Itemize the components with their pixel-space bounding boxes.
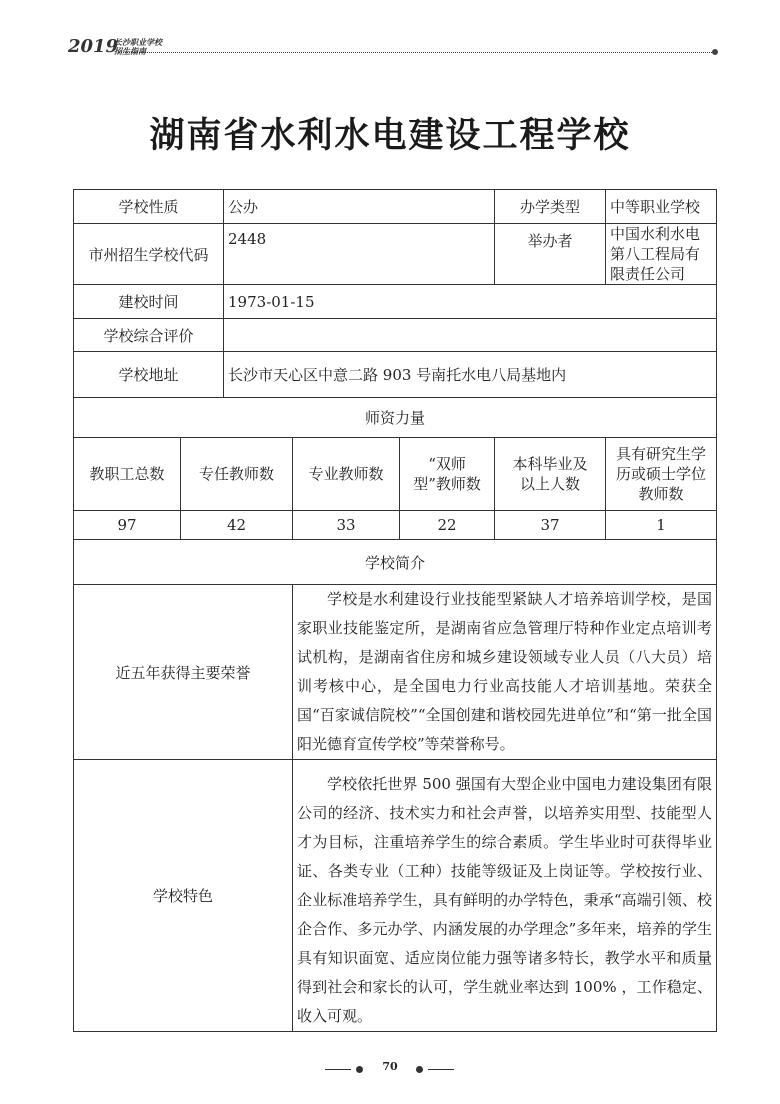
nature-label: 学校性质 — [74, 190, 224, 224]
features-label: 学校特色 — [74, 760, 293, 1032]
row-faculty-headers — [74, 438, 717, 511]
header-subtitle — [114, 38, 162, 56]
row-founded — [74, 285, 717, 319]
header-subtitle-line2: 招生指南 — [114, 46, 146, 56]
row-evaluation — [74, 319, 717, 352]
evaluation-value — [224, 319, 717, 352]
faculty-header-total: 教职工总数 — [74, 438, 181, 511]
honors-label: 近五年获得主要荣誉 — [74, 585, 293, 760]
honors-text: 学校是水利建设行业技能型紧缺人才培养培训学校，是国家职业技能鉴定所，是湖南省应急管理厅特种作业定点培训考试机构，是湖南省住房和城乡建设领域专业人员（八大员）培训考核中心，是全国电力行业高技能人才培训基地。荣获全国“百家诚信院校”“全国创建和谐校园先进单位”和“第一批全国阳光德育宣传学校”等荣誉称号。 — [293, 585, 717, 760]
row-nature — [74, 190, 717, 224]
row-code — [74, 224, 717, 285]
footer-line-left — [325, 1069, 351, 1070]
features-text: 学校依托世界 500 强国有大型企业中国电力建设集团有限公司的经济、技术实力和社会声誉，以培养实用型、技能型人才为目标，注重培养学生的综合素质。学生毕业时可获得毕业证、各类专业（工种）技能等级证及上岗证等。学校按行业、企业标准培养学生，具有鲜明的办学特色，秉承“高端引领、校企合作、多元办学、内涵发展的办学理念”多年来，培养的学生具有知识面宽、适应岗位能力强等诸多特长，教学水平和质量得到社会和家长的认可，学生就业率达到 100% ，工作稳定、收入可观。 — [293, 760, 717, 1032]
faculty-header-professional: 专业教师数 — [293, 438, 400, 511]
type-value: 中等职业学校 — [606, 190, 717, 224]
faculty-value-bachelor: 37 — [495, 511, 606, 540]
page-footer — [0, 1060, 780, 1080]
row-honors — [74, 585, 717, 760]
footer-line-right — [428, 1069, 454, 1070]
header-subtitle-line1: 长沙职业学校 — [114, 37, 162, 47]
footer-dot-left — [356, 1066, 363, 1073]
faculty-header-bachelor: 本科毕业及以上人数 — [495, 438, 606, 511]
intro-section-title: 学校简介 — [74, 540, 717, 585]
faculty-section-title: 师资力量 — [74, 398, 717, 438]
page-title: 湖南省水利水电建设工程学校 — [149, 115, 631, 156]
row-intro-title — [74, 540, 717, 585]
faculty-header-fulltime: 专任教师数 — [181, 438, 293, 511]
address-value: 长沙市天心区中意二路 903 号南托水电八局基地内 — [224, 352, 717, 398]
faculty-header-graduate: 具有研究生学历或硕士学位教师数 — [606, 438, 717, 511]
footer-dot-right — [416, 1066, 423, 1073]
faculty-value-total: 97 — [74, 511, 181, 540]
sponsor-label: 举办者 — [495, 224, 606, 285]
page-number: 70 — [382, 1060, 398, 1073]
founded-value: 1973-01-15 — [224, 285, 717, 319]
faculty-value-dual: 22 — [400, 511, 495, 540]
row-features — [74, 760, 717, 1032]
type-label: 办学类型 — [495, 190, 606, 224]
header-divider-end — [712, 49, 718, 55]
row-faculty-values — [74, 511, 717, 540]
code-value: 2448 — [224, 224, 495, 285]
row-address — [74, 352, 717, 398]
address-label: 学校地址 — [74, 352, 224, 398]
nature-value: 公办 — [224, 190, 495, 224]
sponsor-value: 中国水利水电第八工程局有限责任公司 — [606, 224, 717, 285]
founded-label: 建校时间 — [74, 285, 224, 319]
evaluation-label: 学校综合评价 — [74, 319, 224, 352]
faculty-value-professional: 33 — [293, 511, 400, 540]
faculty-value-fulltime: 42 — [181, 511, 293, 540]
faculty-header-dual: “双师型”教师数 — [400, 438, 495, 511]
school-info-table — [73, 189, 717, 1032]
header-divider — [118, 52, 714, 53]
row-faculty-title — [74, 398, 717, 438]
header-year: 2019 — [68, 36, 119, 57]
faculty-value-graduate: 1 — [606, 511, 717, 540]
code-label: 市州招生学校代码 — [74, 224, 224, 285]
